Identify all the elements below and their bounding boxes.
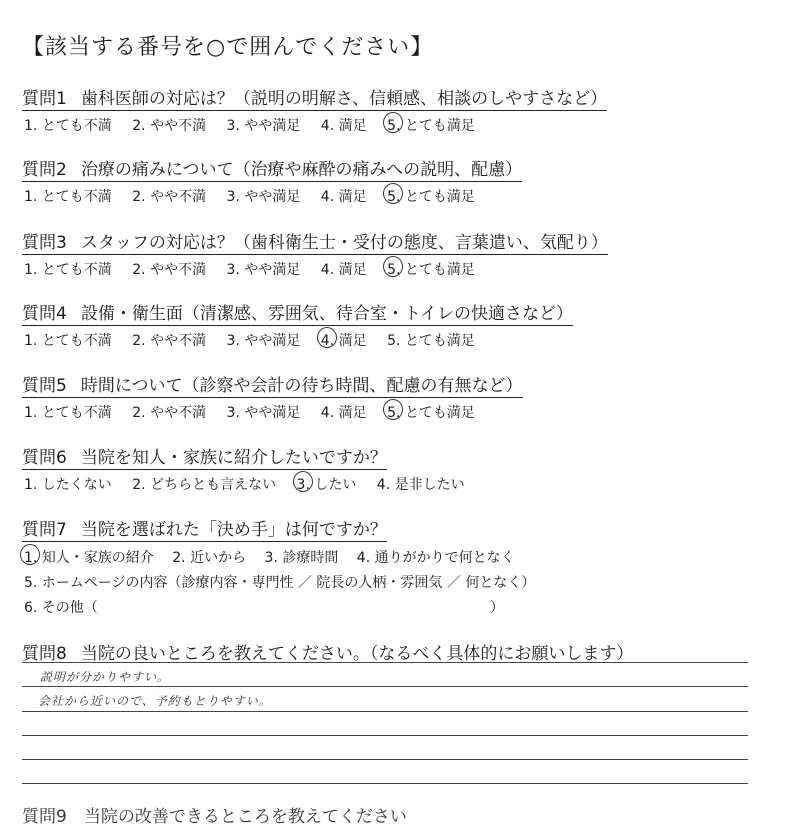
option-4-selected[interactable]: 4. 満足 [321, 330, 367, 350]
option-4[interactable]: 4. 満足 [320, 118, 367, 134]
options-row-3 [22, 597, 549, 617]
option-2[interactable]: 2. やや不満 [132, 189, 207, 205]
option-2[interactable]: 2. やや不満 [132, 118, 207, 134]
options-row-2 [22, 572, 549, 592]
option-5-selected[interactable]: 5. とても満足 [387, 259, 475, 279]
close-paren: ） [490, 600, 504, 616]
option-1[interactable]: 1. したくない [24, 477, 112, 493]
question-title [22, 371, 523, 398]
option-2[interactable]: 2. やや不満 [132, 405, 207, 421]
question-text: 当院を選ばれた「決め手」は何ですか？ [80, 520, 387, 540]
option-5[interactable]: 5. とても満足 [387, 333, 475, 349]
option-5-selected[interactable]: 5. とても満足 [387, 186, 475, 206]
option-2[interactable]: 2. 近いから [172, 550, 247, 566]
question-text: 歯科医師の対応は？（説明の明解さ、信頼感、相談のしやすさなど） [80, 89, 608, 109]
option-4[interactable]: 4. 満足 [320, 262, 367, 278]
question-number: 質問2 [22, 160, 67, 180]
question-1 [22, 84, 607, 135]
option-4[interactable]: 4. 通りがかりで何となく [356, 550, 515, 566]
option-6-label: 6. その他（ [24, 600, 98, 616]
question-text: 時間について（診察や会計の待ち時間、配慮の有無など） [80, 376, 523, 396]
option-5-selected[interactable]: 5. とても満足 [387, 402, 475, 422]
options-row [22, 115, 607, 135]
options-row [22, 402, 523, 422]
option-2[interactable]: 2. やや不満 [132, 262, 207, 278]
question-3 [22, 228, 608, 279]
option-3[interactable]: 3. 診療時間 [264, 550, 339, 566]
question-number: 質問6 [22, 448, 67, 468]
option-3[interactable]: 3. やや満足 [226, 405, 301, 421]
question-number: 質問8 [22, 644, 67, 664]
question-number: 質問4 [22, 304, 67, 324]
question-text: 治療の痛みについて（治療や麻酔の痛みへの説明、配慮） [80, 160, 523, 180]
option-1[interactable]: 1. とても不満 [24, 405, 112, 421]
answer-line [22, 662, 748, 663]
question-title [22, 299, 573, 326]
options-row [22, 330, 573, 350]
instruction-header: 【該当する番号を○で囲んでください】 [22, 35, 434, 60]
question-2 [22, 155, 522, 206]
question-text: 当院の良いところを教えてください。（なるべく具体的にお願いします） [80, 644, 634, 664]
option-3-selected[interactable]: 3. したい [297, 474, 357, 494]
answer-line [22, 759, 748, 760]
option-3[interactable]: 3. やや満足 [226, 333, 301, 349]
option-3[interactable]: 3. やや満足 [226, 262, 301, 278]
option-1[interactable]: 1. とても不満 [24, 262, 112, 278]
option-3[interactable]: 3. やや満足 [226, 118, 301, 134]
option-5[interactable]: 5. ホームページの内容（診療内容・専門性 ／ 院長の人柄・雰囲気 ／ 何となく） [24, 575, 536, 591]
options-row [22, 474, 481, 494]
question-number: 質問1 [22, 89, 67, 109]
option-1-selected[interactable]: 1. 知人・家族の紹介 [24, 547, 154, 567]
question-9-partial: 質問9 当院の改善できるところを教えてください [22, 807, 407, 827]
options-row-1 [22, 547, 549, 567]
question-title [22, 515, 387, 542]
question-title [22, 443, 387, 470]
question-title [22, 155, 522, 182]
question-number: 質問3 [22, 233, 67, 253]
option-1[interactable]: 1. とても不満 [24, 118, 112, 134]
option-4[interactable]: 4. 満足 [320, 189, 367, 205]
option-2[interactable]: 2. どちらとも言えない [132, 477, 277, 493]
option-2[interactable]: 2. やや不満 [132, 333, 207, 349]
question-text: 当院を知人・家族に紹介したいですか？ [80, 448, 387, 468]
question-title [22, 84, 607, 111]
question-4 [22, 299, 573, 350]
option-6-other[interactable] [24, 597, 504, 617]
handwritten-answer-2: 会社から近いので、予約もとりやすい。 [38, 694, 272, 708]
handwritten-answer-1: 説明が分かりやすい。 [40, 670, 171, 684]
option-4[interactable]: 4. 是非したい [376, 477, 465, 493]
options-row [22, 186, 522, 206]
question-text: 設備・衛生面（清潔感、雰囲気、待合室・トイレの快適さなど） [80, 304, 573, 324]
option-1[interactable]: 1. とても不満 [24, 189, 112, 205]
option-1[interactable]: 1. とても不満 [24, 333, 112, 349]
question-title [22, 228, 608, 255]
answer-line [22, 783, 748, 784]
question-7 [22, 515, 549, 617]
options-row [22, 259, 608, 279]
option-5-selected[interactable]: 5. とても満足 [387, 115, 475, 135]
answer-line [22, 735, 748, 736]
question-5 [22, 371, 523, 422]
answer-line [22, 686, 748, 687]
question-text: スタッフの対応は？（歯科衛生士・受付の態度、言葉遣い、気配り） [80, 233, 608, 253]
question-6 [22, 443, 481, 494]
option-4[interactable]: 4. 満足 [320, 405, 367, 421]
question-number: 質問7 [22, 520, 67, 540]
answer-line [22, 711, 748, 712]
question-number: 質問5 [22, 376, 67, 396]
option-3[interactable]: 3. やや満足 [226, 189, 301, 205]
